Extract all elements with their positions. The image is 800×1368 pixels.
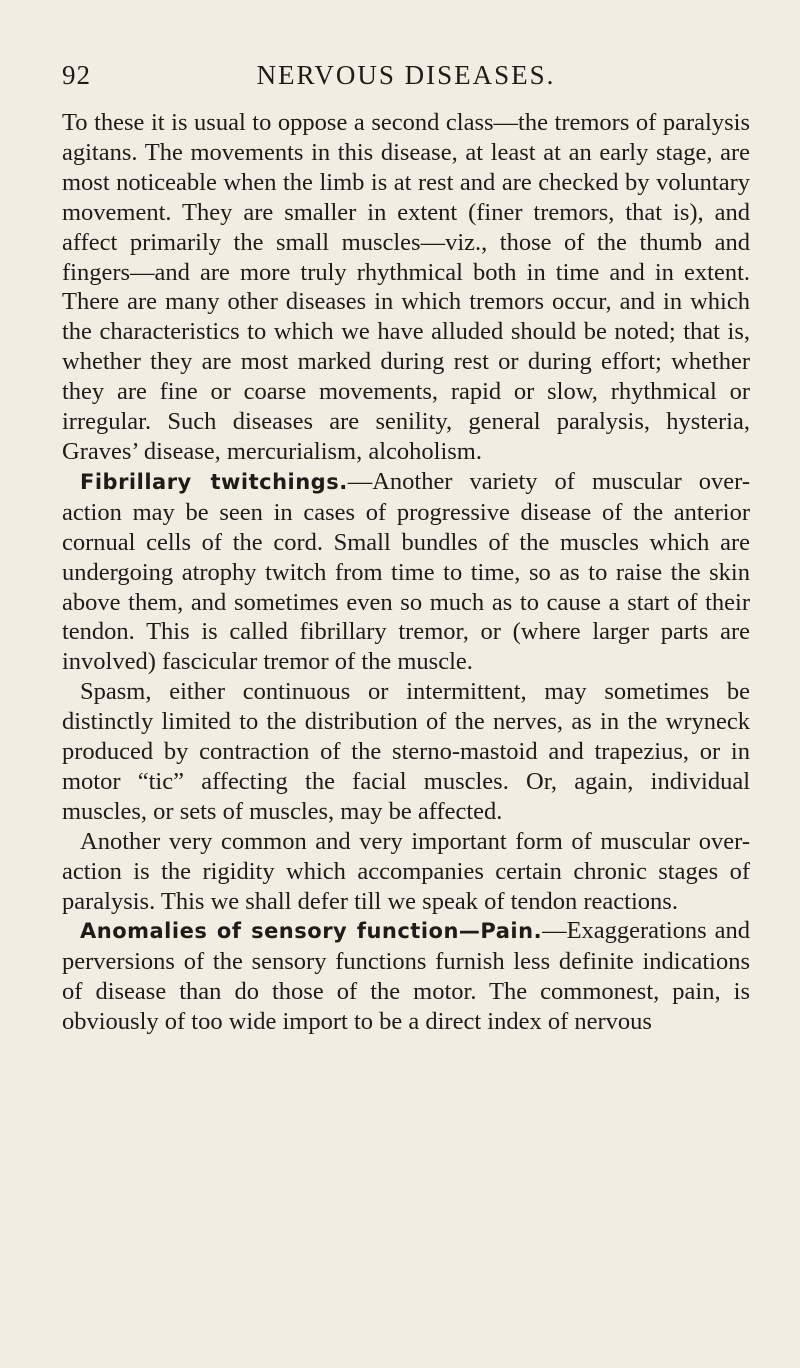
paragraph-text: Spasm, either continuous or intermittent, may sometimes be distinctly limited to the distribution of the nerves, as in the wryneck produced by contraction of the sterno-mastoid and trapezius, or in motor “tic” affecting the facial muscles. Or, again, individual muscles, or sets of muscles, may be affected. — [62, 678, 750, 825]
running-head: NERVOUS DISEASES. — [256, 60, 556, 90]
section-heading: Anomalies of sensory function—Pain. — [80, 919, 543, 944]
section-heading: Fibrillary twitchings. — [80, 469, 348, 494]
page-header — [62, 60, 750, 94]
paragraph-text: Another very common and very important form of muscular over-action is the rigidity which accompanies certain chronic stages of paralysis. This we shall defer till we speak of tendon reactions. — [62, 827, 750, 915]
paragraph-tremors — [62, 108, 750, 467]
paragraph-fibrillary-twitchings — [62, 467, 750, 677]
paragraph-rigidity — [62, 827, 750, 917]
paragraph-sensory-anomalies — [62, 916, 750, 1037]
paragraph-text: —Exaggerations and perversions of the sensory functions furnish less definite indications of disease than do those of the motor. The commonest, pain, is obviously of too wide import to be a direct index of nervous — [62, 917, 750, 1036]
paragraph-text: To these it is usual to oppose a second class—the tremors of paralysis agitans. The movements in this disease, at least at an early stage, are most noticeable when the limb is at rest and are checked by voluntary movement. They are smaller in extent (finer tremors, that is), and affect primarily the small muscles—viz., those of the thumb and fingers—and are more truly rhythmical both in time and in extent. There are many other diseases in which tremors occur, and in which the characteristics to which we have alluded should be noted; that is, whether they are most marked during rest or during effort; whether they are fine or coarse movements, rapid or slow, rhythmical or irregular. Such diseases are senility, general paralysis, hysteria, Graves’ disease, mercurialism, alcoholism. — [62, 109, 750, 465]
paragraph-text: —Another variety of muscular over-action may be seen in cases of progressive disease of the anterior cornual cells of the cord. Small bundles of the muscles which are undergoing atrophy twitch from time to time, so as to raise the skin above them, and sometimes even so much as to cause a start of their tendon. This is called fibrillary tremor, or (where larger parts are involved) fascicular tremor of the muscle. — [62, 467, 750, 676]
paragraph-spasm — [62, 677, 750, 827]
page-number: 92 — [62, 60, 91, 90]
body-text — [62, 108, 750, 1037]
